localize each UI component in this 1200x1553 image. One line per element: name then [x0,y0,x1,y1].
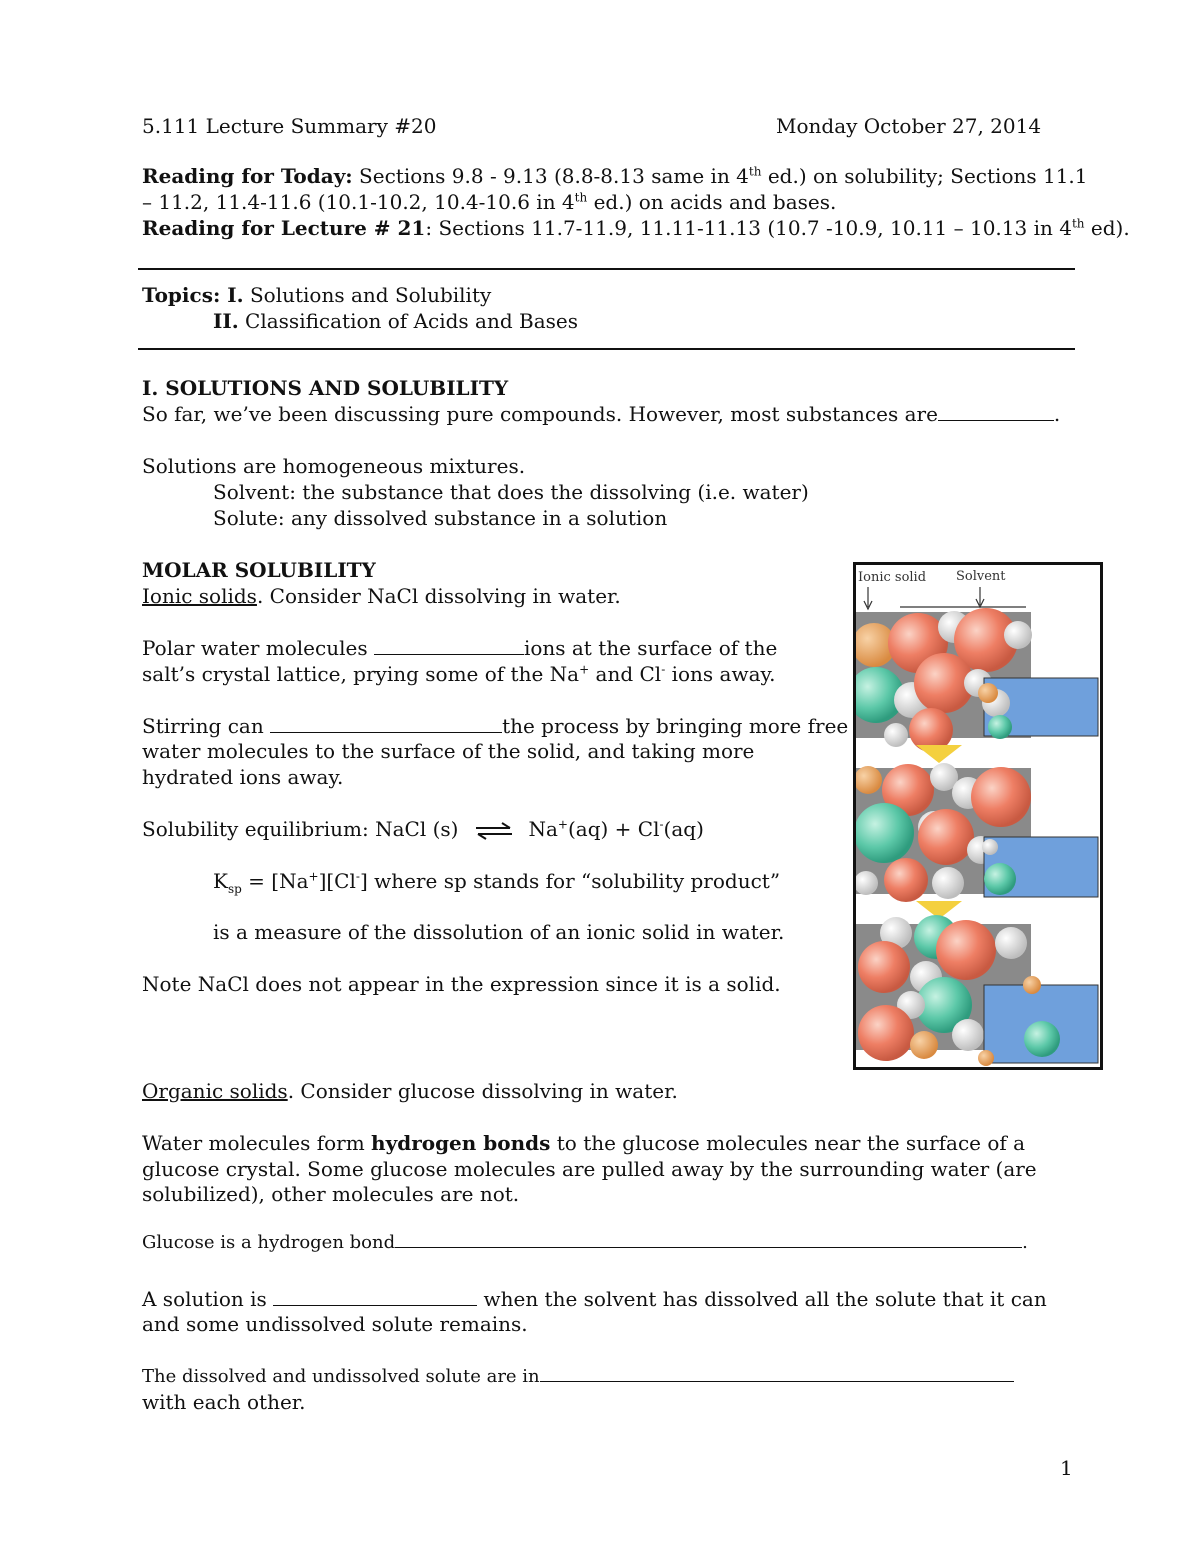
reading-next-text: ed). [1084,216,1130,240]
ksp-line [213,868,780,894]
fill-blank [540,1363,1014,1382]
punctuation: . [1022,1232,1028,1253]
reading-next-label: Reading for Lecture # 21 [142,216,426,240]
equilibrium-text: (aq) + Cl [567,817,660,841]
dissolution-illustration [856,565,1100,1067]
superscript: th [748,164,762,179]
page-number: 1 [1060,1456,1073,1480]
equilibrium-blank-line2: with each other. [142,1390,306,1414]
ksp-symbol: K [213,869,228,893]
reading-next-line [142,215,1130,241]
divider [138,348,1075,350]
hbond-text: Water molecules form [142,1131,372,1155]
molar-heading: MOLAR SOLUBILITY [142,558,376,582]
superscript: + [308,869,319,884]
dissolution-figure [853,562,1103,1070]
stir-text: the process by bringing more free [502,714,849,738]
equilibrium-blank-text: The dissolved and undissolved solute are in [142,1366,540,1387]
ionic-line [142,583,621,609]
equilibrium-line [142,816,704,842]
subscript: sp [227,882,242,896]
course-title: 5.111 Lecture Summary #20 [142,114,437,138]
organic-text: . Consider glucose dissolving in water. [287,1079,678,1103]
superscript: + [579,662,590,677]
lecture-date: Monday October 27, 2014 [776,114,1042,138]
stir-line2: water molecules to the surface of the solid, and taking more [142,739,755,763]
hbond-bold: hydrogen bonds [371,1131,551,1155]
ionic-solids-label: Ionic solids [142,584,257,608]
topic-number: II. [213,309,239,333]
polar-text: Polar water molecules [142,636,374,660]
salt-line [142,661,776,687]
equilibrium-text: Solubility equilibrium: NaCl (s) [142,817,459,841]
organic-solids-label: Organic solids [142,1079,288,1103]
fill-blank [374,636,524,655]
punctuation: . [1053,402,1061,426]
figure-label-solvent: Solvent [956,569,1006,584]
topics-line2 [213,308,578,334]
saturated-line2: and some undissolved solute remains. [142,1312,528,1336]
panel-stage-1 [856,608,1098,752]
fill-blank [395,1229,1022,1248]
intro-line [142,401,1060,427]
panel-stage-3 [856,915,1098,1066]
reading-next-text: : Sections 11.7-11.9, 11.11-11.13 (10.7 -10.9, 10.11 – 10.13 in 4 [425,216,1072,240]
superscript: th [574,190,588,205]
topics-label: Topics: [142,283,221,307]
intro-text: So far, we’ve been discussing pure compounds. However, most substances are [142,402,938,426]
fill-blank [273,1287,477,1306]
equilibrium-arrows-icon [472,821,516,841]
down-arrow-icon [916,745,962,763]
ksp-text: ][Cl [318,869,356,893]
reading-today-line2 [142,189,836,215]
salt-text: salt’s crystal lattice, prying some of the Na [142,662,580,686]
panel-stage-2 [856,763,1098,902]
organic-line [142,1078,678,1104]
reading-today-text: ed.) on acids and bases. [587,190,837,214]
saturated-line [142,1286,1047,1312]
section-heading: I. SOLUTIONS AND SOLUBILITY [142,376,509,400]
hbond-line2: glucose crystal. Some glucose molecules are pulled away by the surrounding water (are [142,1157,1037,1181]
ksp-text: ] where sp stands for “solubility product” [359,869,781,893]
reading-today-text: – 11.2, 11.4-11.6 (10.1-10.2, 10.4-10.6 in 4 [142,190,575,214]
saturated-text: when the solvent has dissolved all the solute that it can [477,1287,1047,1311]
reading-today-label: Reading for Today: [142,164,353,188]
topic-text: Solutions and Solubility [243,283,492,307]
solvent-definition: Solvent: the substance that does the dissolving (i.e. water) [213,480,809,504]
solute-definition: Solute: any dissolved substance in a solution [213,506,668,530]
reading-today-line1 [142,163,1088,189]
salt-text: ions away. [665,662,776,686]
stir-line3: hydrated ions away. [142,765,344,789]
glucose-line [142,1229,1028,1256]
fill-blank [938,402,1054,421]
superscript: - [661,662,666,677]
equilibrium-text: Na [528,817,558,841]
note-line: Note NaCl does not appear in the expression since it is a solid. [142,972,781,996]
superscript: - [659,817,664,832]
reading-today-text: ed.) on solubility; Sections 11.1 [761,164,1088,188]
measure-line: is a measure of the dissolution of an ionic solid in water. [213,920,785,944]
divider [138,268,1075,270]
superscript: - [355,869,360,884]
superscript: th [1071,216,1085,231]
figure-label-ionic: Ionic solid [858,570,927,585]
ksp-text: = [Na [241,869,309,893]
saturated-text: A solution is [142,1287,274,1311]
hbond-line3: solubilized), other molecules are not. [142,1182,520,1206]
fill-blank [270,714,502,733]
equilibrium-blank-line [142,1363,1014,1390]
ionic-text: . Consider NaCl dissolving in water. [256,584,621,608]
polar-text: ions at the surface of the [523,636,778,660]
salt-text: and Cl [589,662,662,686]
topic-text: Classification of Acids and Bases [238,309,578,333]
reading-today-text: Sections 9.8 - 9.13 (8.8-8.13 same in 4 [352,164,749,188]
superscript: + [557,817,568,832]
hbond-text: to the glucose molecules near the surface of a [550,1131,1026,1155]
hbond-line [142,1130,1025,1156]
stir-text: Stirring can [142,714,271,738]
glucose-text: Glucose is a hydrogen bond [142,1232,396,1253]
topics-line1 [142,282,491,308]
solutions-line: Solutions are homogeneous mixtures. [142,454,526,478]
equilibrium-text: (aq) [663,817,704,841]
topic-number: I. [220,283,244,307]
polar-line [142,635,777,661]
stir-line [142,713,848,739]
